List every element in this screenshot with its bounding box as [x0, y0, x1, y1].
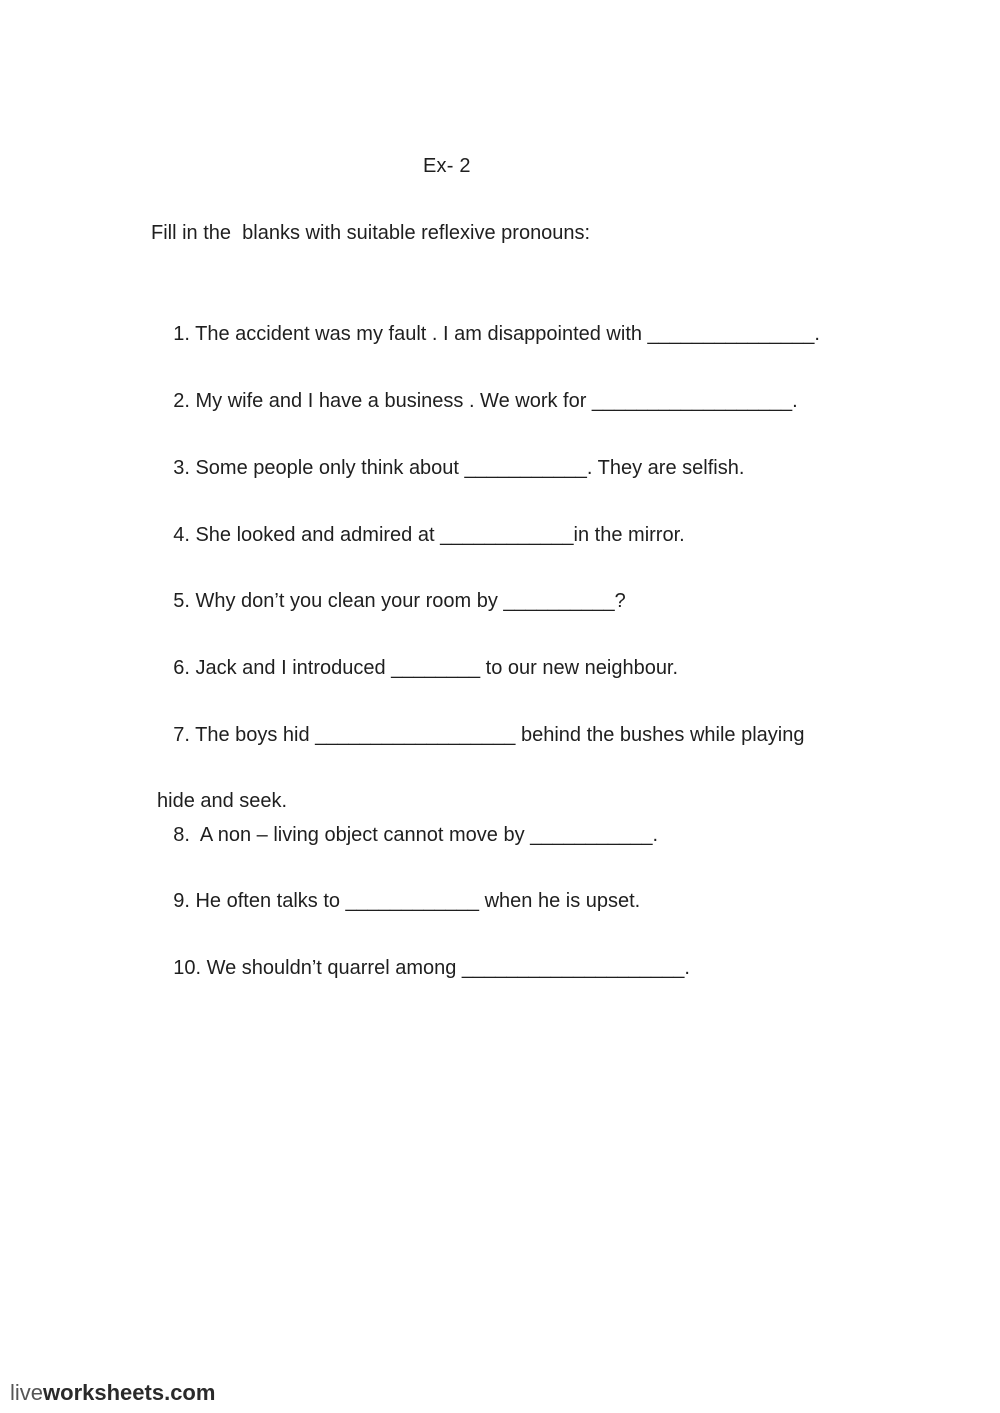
question-9-text: 9. He often talks to ____________ when he is upset. — [173, 890, 641, 912]
logo-prefix: live — [10, 1380, 44, 1405]
question-4-text: 4. She looked and admired at ____________in the mirror. — [173, 524, 685, 546]
question-10 — [151, 919, 690, 1018]
liveworksheets-logo — [10, 1380, 215, 1406]
question-7-continuation: hide and seek. — [157, 790, 288, 812]
logo-suffix: .com — [164, 1380, 216, 1405]
worksheet-title: Ex- 2 — [423, 155, 471, 177]
logo-main: worksheets — [43, 1380, 165, 1405]
question-3-text: 3. Some people only think about ___________. They are selfish. — [173, 457, 745, 479]
question-6-text: 6. Jack and I introduced ________ to our new neighbour. — [173, 657, 679, 679]
question-1-text: 1. The accident was my fault . I am disappointed with _______________. — [173, 323, 820, 345]
question-10-text: 10. We shouldn’t quarrel among ____________________. — [173, 957, 690, 979]
question-7-text: 7. The boys hid __________________ behind the bushes while playing — [173, 724, 805, 746]
question-2-text: 2. My wife and I have a business . We work for __________________. — [173, 390, 798, 412]
instruction-text: Fill in the blanks with suitable reflexive pronouns: — [151, 222, 591, 244]
question-8-text: 8. A non – living object cannot move by ___________. — [173, 824, 659, 846]
question-5-text: 5. Why don’t you clean your room by __________? — [173, 590, 626, 612]
